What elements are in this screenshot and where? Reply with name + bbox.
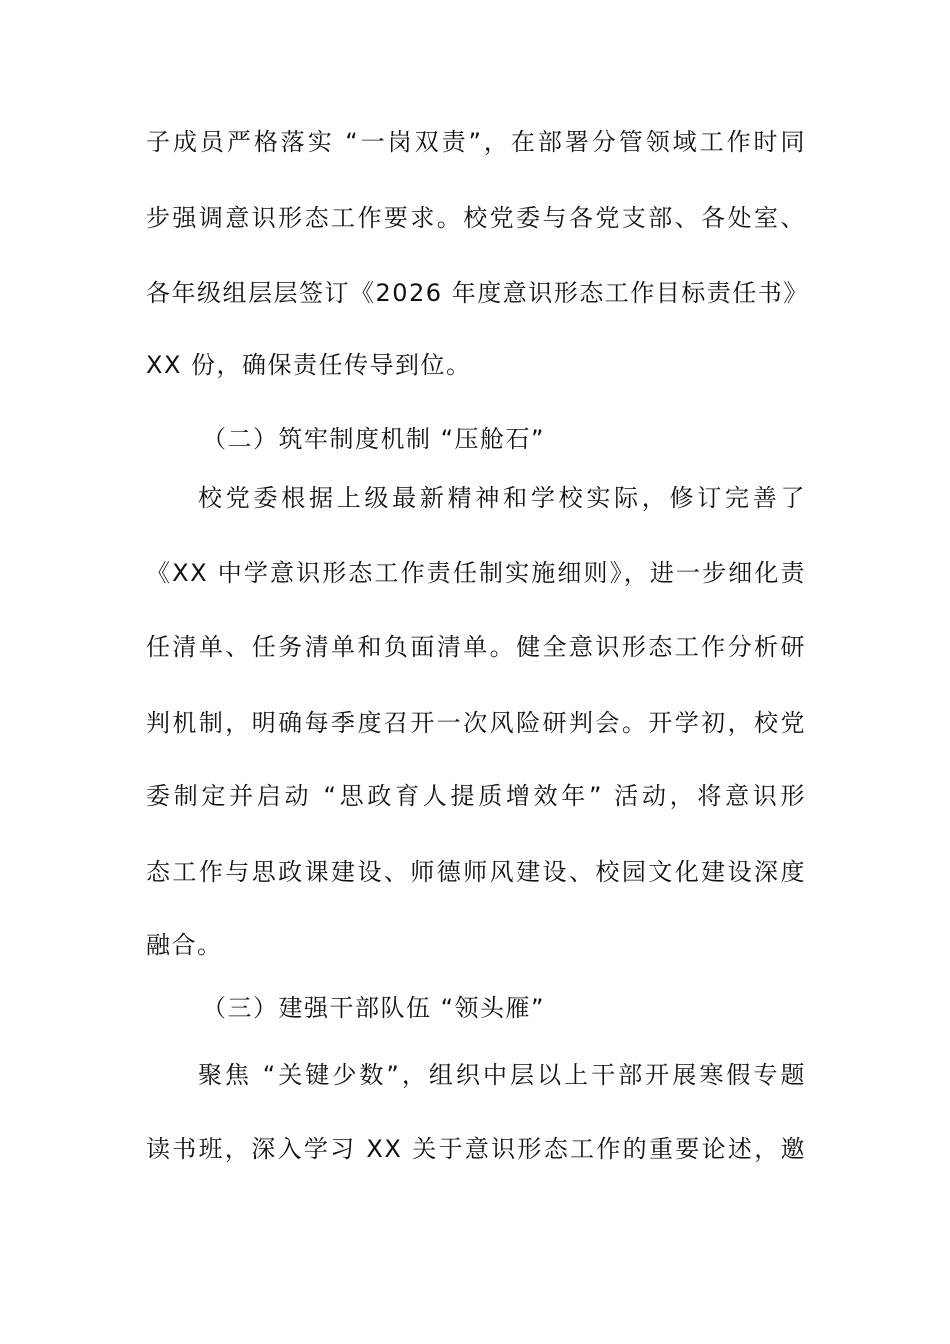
paragraph-2-line-1: 校党委根据上级最新精神和学校实际，修订完善了 (198, 484, 806, 512)
paragraph-1-line-4: XX 份，确保责任传导到位。 (146, 351, 472, 379)
paragraph-2-line-6: 态工作与思政课建设、师德师风建设、校园文化建设深度 (146, 858, 806, 886)
paragraph-3-line-1: 聚焦 “关键少数”，组织中层以上干部开展寒假专题 (198, 1061, 806, 1089)
paragraph-3-line-2: 读书班，深入学习 XX 关于意识形态工作的重要论述，邀 (146, 1135, 806, 1163)
paragraph-1-line-3: 各年级组层层签订《2026 年度意识形态工作目标责任书》 (146, 279, 809, 307)
paragraph-2-line-3: 任清单、任务清单和负面清单。健全意识形态工作分析研 (146, 633, 806, 661)
section-heading-3: （三）建强干部队伍 “领头雁” (202, 994, 545, 1022)
paragraph-2-line-7: 融合。 (146, 931, 223, 959)
paragraph-1-line-2: 步强调意识形态工作要求。校党委与各党支部、各处室、 (146, 204, 806, 232)
paragraph-2-line-2: 《XX 中学意识形态工作责任制实施细则》，进一步细化责 (146, 559, 806, 587)
paragraph-2-line-4: 判机制，明确每季度召开一次风险研判会。开学初，校党 (146, 709, 806, 737)
paragraph-1-line-1: 子成员严格落实 “一岗双责”，在部署分管领域工作时同 (146, 128, 806, 156)
section-heading-2: （二）筑牢制度机制 “压舱石” (202, 425, 545, 453)
paragraph-2-line-5: 委制定并启动 “思政育人提质增效年” 活动，将意识形 (146, 782, 806, 810)
